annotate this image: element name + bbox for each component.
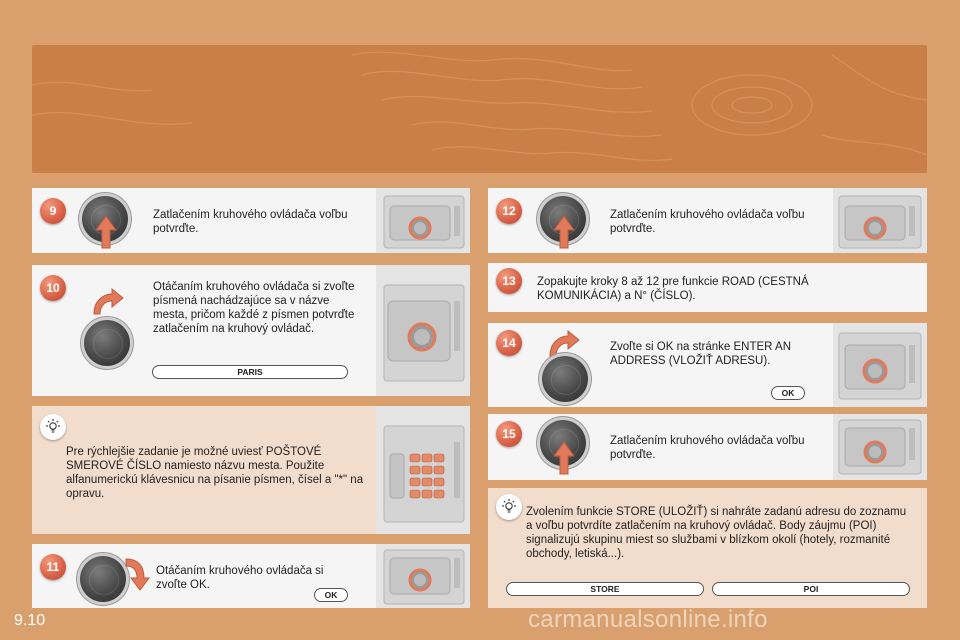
store-button[interactable]: STORE (506, 582, 704, 596)
radio-unit-image (376, 544, 470, 608)
watermark: carmanualsonline.info (528, 606, 768, 633)
poi-button[interactable]: POI (712, 582, 910, 596)
step-10-text: Otáčaním kruhového ovládača si zvoľte písmená nachádzajúce sa v názve mesta, pričom každé z písmen potvrďte zatlačením na kruhový ovládač. (153, 281, 355, 335)
rotate-arrow-icon (546, 330, 580, 358)
ok-button[interactable]: OK (314, 588, 348, 602)
step-13-badge: 13 (496, 268, 522, 294)
step-11-badge: 11 (40, 554, 66, 580)
rotary-knob-icon (542, 356, 588, 402)
step-15-text: Zatlačením kruhového ovládača voľbu potvrďte. (610, 435, 805, 461)
ok-button[interactable]: OK (771, 386, 805, 400)
step-14-badge: 14 (496, 330, 522, 356)
radio-unit-image (833, 323, 927, 407)
push-up-arrow-icon (94, 214, 118, 250)
keypad-image (376, 406, 470, 534)
lightbulb-icon (496, 494, 522, 520)
step-9-badge: 9 (40, 198, 66, 224)
rotary-knob-icon (84, 320, 130, 366)
step-9-text: Zatlačením kruhového ovládača voľbu potvrďte. (153, 209, 348, 235)
radio-unit-image (376, 265, 470, 396)
header-banner (32, 45, 927, 173)
radio-unit-image (833, 414, 927, 480)
step-10-badge: 10 (40, 275, 66, 301)
step-12-badge: 12 (496, 198, 522, 224)
rotate-arrow-icon (124, 556, 152, 592)
step-12-text: Zatlačením kruhového ovládača voľbu potvrďte. (610, 209, 805, 235)
tip-2-text: Zvolením funkcie STORE (ULOŽIŤ) si nahráte zadanú adresu do zoznamu a voľbu potvrdíte zatlačením na kruhový ovládač. Body záujmu (POI) signalizujú skupinu miest so službami v blízkom okolí (hotely, rozmanité obchody, letiská...). (526, 506, 907, 560)
push-up-arrow-icon (552, 440, 576, 476)
page-number: 9.10 (14, 612, 46, 629)
push-up-arrow-icon (552, 214, 576, 250)
step-13-text: Zopakujte kroky 8 až 12 pre funkcie ROAD (CESTNÁ KOMUNIKÁCIA) a N° (ČÍSLO). (537, 276, 809, 302)
step-15-badge: 15 (496, 421, 522, 447)
rotate-arrow-icon (90, 288, 124, 316)
step-14-text: Zvoľte si OK na stránke ENTER AN ADDRESS (VLOŽIŤ ADRESU). (610, 341, 792, 367)
tip-1-text: Pre rýchlejšie zadanie je možné uviesť POŠTOVÉ SMEROVÉ ČÍSLO namiesto názvu mesta. Použite alfanumerickú klávesnicu na písanie písmen, čísel a "*" na opravu. (66, 446, 364, 500)
paris-button[interactable]: PARIS (152, 365, 348, 379)
radio-unit-image (833, 188, 927, 253)
topographic-pattern (32, 45, 927, 173)
step-11-text: Otáčaním kruhového ovládača si zvoľte OK. (156, 565, 324, 591)
lightbulb-icon (40, 414, 66, 440)
radio-unit-image (376, 188, 470, 253)
rotary-knob-icon (80, 556, 126, 602)
